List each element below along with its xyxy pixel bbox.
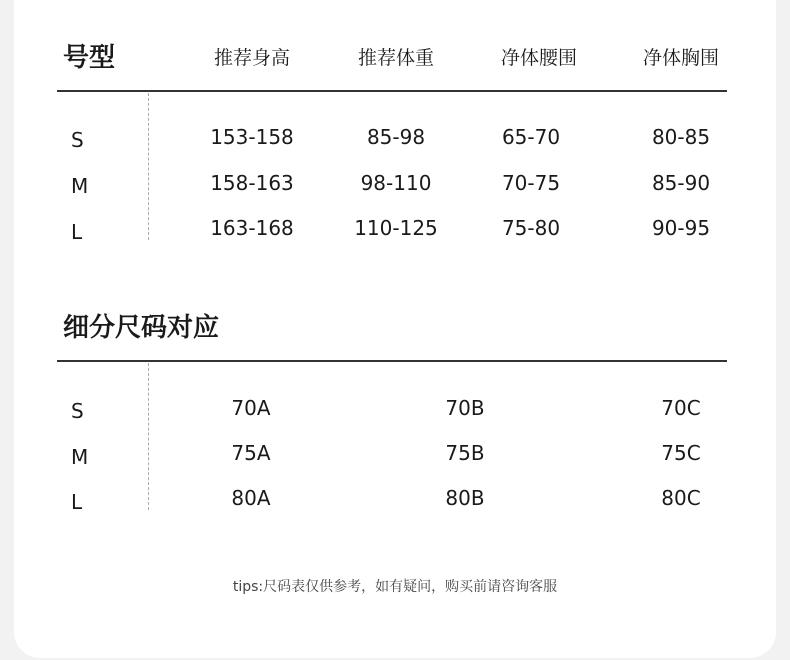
height-cell: 163-168: [210, 216, 294, 240]
bust-cell: 90-95: [651, 216, 711, 240]
band-b-cell: 75B: [445, 441, 485, 465]
band-c-cell: 80C: [661, 486, 701, 510]
waist-cell: 75-80: [501, 216, 561, 240]
header-net-bust: 净体胸围: [642, 47, 719, 69]
size-label-l: L: [71, 220, 83, 244]
band-a-cell: 70A: [231, 396, 271, 420]
size-label-m: M: [71, 445, 89, 469]
height-cell: 158-163: [210, 171, 294, 195]
bra-size-column-divider: [148, 363, 149, 510]
weight-cell: 110-125: [354, 216, 438, 240]
band-c-cell: 70C: [661, 396, 701, 420]
size-label-m: M: [71, 174, 89, 198]
header-recommended-weight: 推荐体重: [357, 47, 434, 69]
height-cell: 153-158: [210, 125, 294, 149]
header-net-waist: 净体腰围: [500, 47, 577, 69]
bra-header-divider: [57, 360, 727, 362]
band-c-cell: 75C: [661, 441, 701, 465]
waist-cell: 70-75: [501, 171, 561, 195]
size-table-title: 号型: [63, 43, 116, 73]
size-label-s: S: [71, 399, 84, 423]
weight-cell: 98-110: [360, 171, 432, 195]
header-recommended-height: 推荐身高: [213, 47, 290, 69]
band-a-cell: 75A: [231, 441, 271, 465]
band-b-cell: 70B: [445, 396, 485, 420]
band-a-cell: 80A: [231, 486, 271, 510]
waist-cell: 65-70: [501, 125, 561, 149]
bra-size-table-title: 细分尺码对应: [63, 313, 220, 343]
weight-cell: 85-98: [366, 125, 426, 149]
bust-cell: 80-85: [651, 125, 711, 149]
size-label-l: L: [71, 490, 83, 514]
bust-cell: 85-90: [651, 171, 711, 195]
size-column-divider: [148, 93, 149, 240]
size-label-s: S: [71, 128, 84, 152]
tips-note: tips:尺码表仅供参考，如有疑问，购买前请咨询客服: [232, 579, 558, 595]
header-divider: [57, 90, 727, 92]
band-b-cell: 80B: [445, 486, 485, 510]
